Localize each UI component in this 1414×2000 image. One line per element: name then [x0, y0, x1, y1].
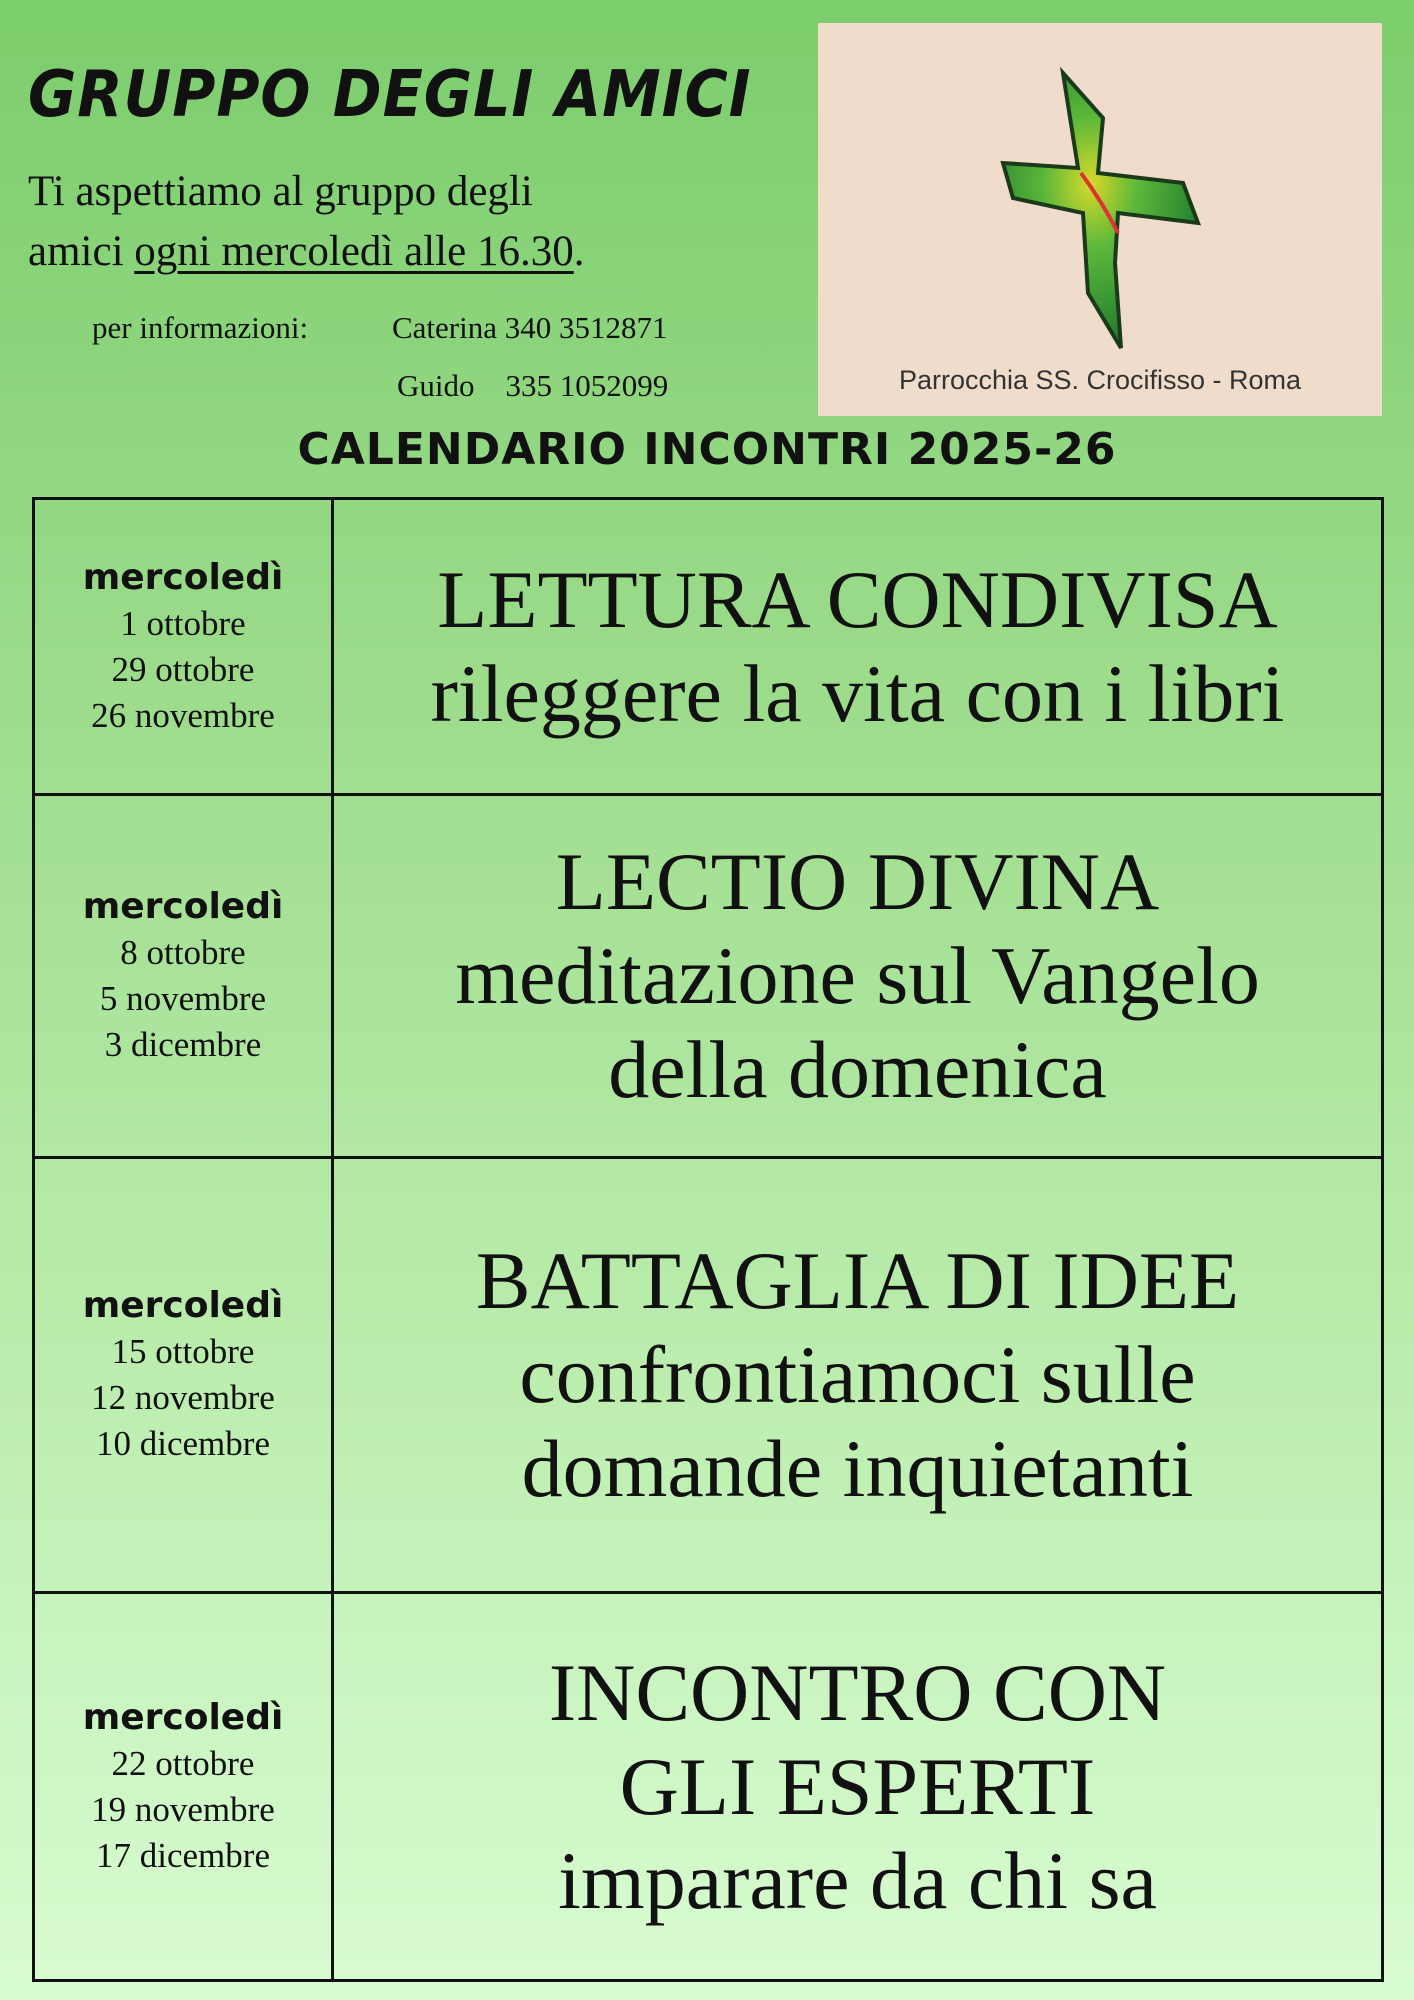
dates-cell	[34, 1158, 333, 1593]
date: 8 ottobre	[120, 933, 246, 972]
date: 26 novembre	[91, 695, 275, 735]
contact-phone: 335 1052099	[505, 368, 669, 403]
activity-title: LECTIO DIVINA	[555, 836, 1160, 927]
activity-title: BATTAGLIA DI IDEE	[475, 1235, 1240, 1326]
activity-cell	[333, 1158, 1383, 1593]
contact-name: Guido	[397, 368, 475, 403]
table-row	[34, 1593, 1383, 1981]
parish-caption: Parrocchia SS. Crocifisso - Roma	[898, 365, 1302, 395]
weekday: mercoledì	[82, 1285, 284, 1326]
intro-text	[28, 162, 788, 282]
calendar-title: CALENDARIO INCONTRI 2025-26	[297, 424, 1117, 475]
table-row	[34, 1158, 1383, 1593]
schedule-table	[32, 497, 1384, 1982]
activity-subtitle: confrontiamoci sulle domande inquietanti	[519, 1329, 1196, 1514]
table-row	[34, 499, 1383, 795]
cross-icon	[993, 63, 1213, 353]
activity-subtitle: rileggere la vita con i libri	[430, 647, 1285, 739]
contact-guido	[397, 368, 668, 404]
activity-title: LETTURA CONDIVISA	[437, 553, 1278, 645]
dates-cell	[34, 795, 333, 1158]
dates-cell	[34, 1593, 333, 1981]
weekday: mercoledì	[82, 556, 284, 598]
date: 29 ottobre	[111, 649, 255, 689]
parish-logo	[818, 23, 1382, 416]
date: 22 ottobre	[111, 1743, 255, 1783]
date: 1 ottobre	[120, 603, 246, 643]
contact-name: Caterina	[392, 310, 498, 345]
activity-cell	[333, 1593, 1383, 1981]
meeting-time: ogni mercoledì alle 16.30	[134, 228, 574, 275]
table-row	[34, 795, 1383, 1158]
activity-subtitle: meditazione sul Vangelo della domenica	[455, 930, 1260, 1115]
date: 19 novembre	[91, 1789, 275, 1829]
weekday: mercoledì	[82, 886, 284, 927]
date: 15 ottobre	[111, 1332, 255, 1371]
activity-cell	[333, 499, 1383, 795]
date: 17 dicembre	[96, 1835, 270, 1875]
contact-phone: 340 3512871	[504, 310, 668, 345]
group-title: GRUPPO DEGLI AMICI	[28, 58, 752, 132]
activity-cell	[333, 795, 1383, 1158]
dates-cell	[34, 499, 333, 795]
intro-prefix: amici	[28, 228, 135, 275]
intro-suffix: .	[573, 228, 585, 275]
info-label: per informazioni:	[92, 310, 309, 345]
contact-caterina	[392, 310, 668, 346]
date: 3 dicembre	[104, 1025, 262, 1064]
intro-line1: Ti aspettiamo al gruppo degli	[28, 168, 533, 215]
activity-title: INCONTRO CON GLI ESPERTI	[548, 1646, 1167, 1832]
weekday: mercoledì	[82, 1696, 284, 1738]
date: 10 dicembre	[96, 1424, 270, 1463]
activity-subtitle: imparare da chi sa	[558, 1834, 1157, 1926]
date: 5 novembre	[99, 979, 267, 1018]
date: 12 novembre	[91, 1378, 275, 1417]
